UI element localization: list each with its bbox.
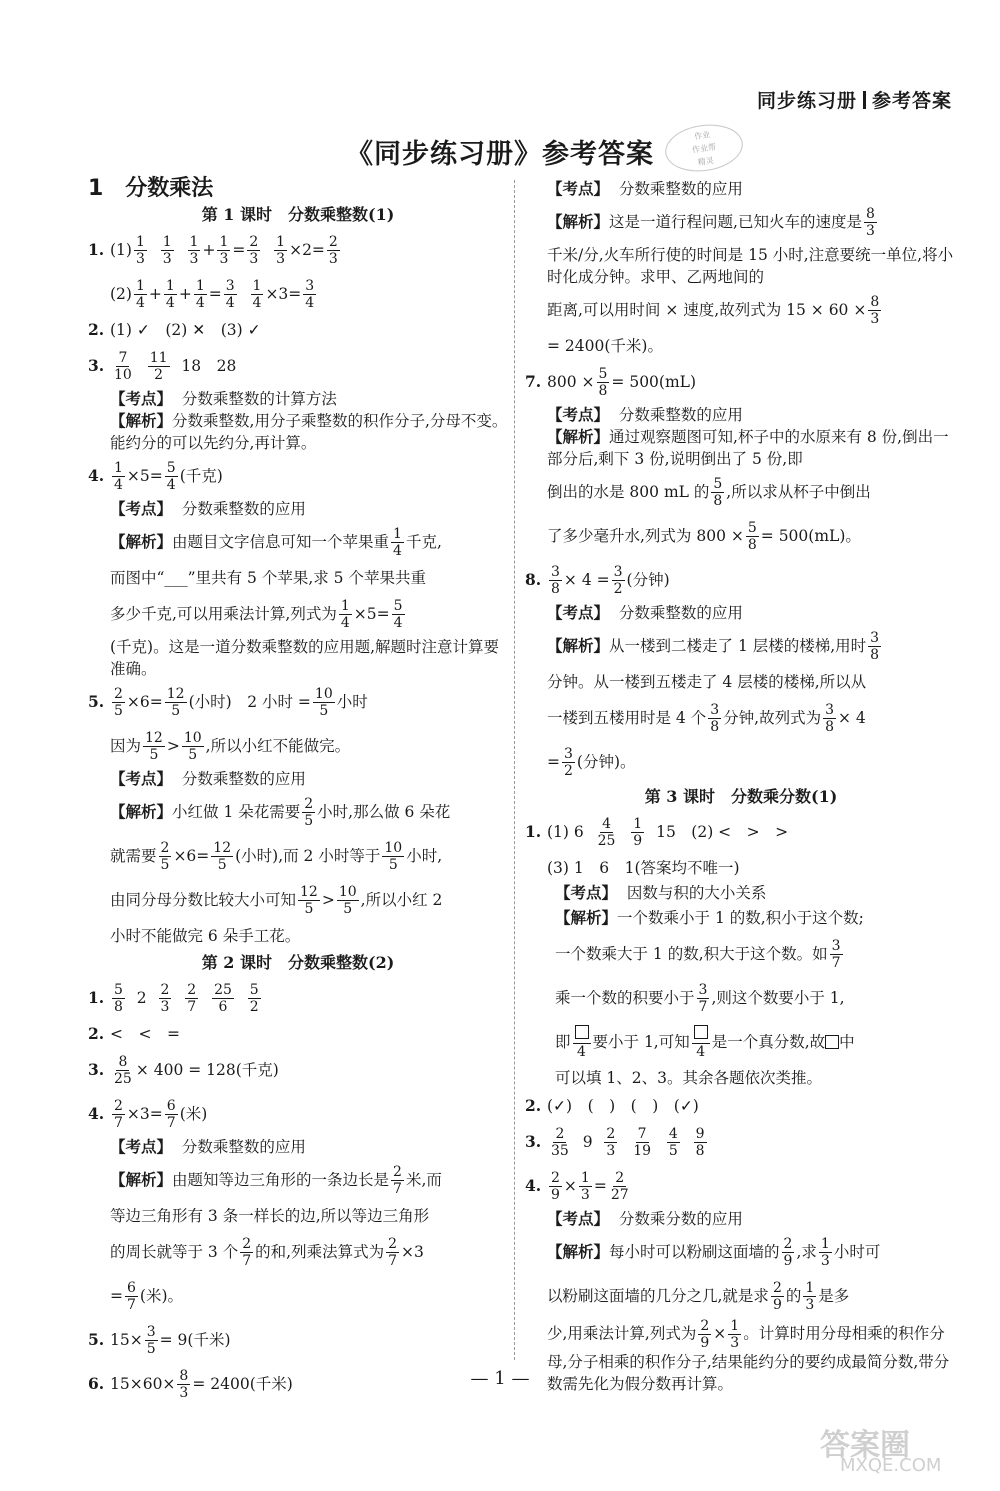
watermark-url: MXQE.COM bbox=[840, 1455, 942, 1476]
l2-answer-4-jiexi-2: 等边三角形有 3 条一样长的边,所以等边三角形 bbox=[110, 1207, 430, 1225]
lesson-heading-3: 第 3 课时 分数乘分数(1) bbox=[644, 787, 838, 806]
answer-7-jiexi-3: 了多少毫升水,列式为 800 × $\frac{5}{8}$ = 500(mL)。 bbox=[547, 519, 861, 553]
answer-8-kaodian: 【考点】 分数乘整数的应用 bbox=[547, 603, 743, 622]
l2-answer-4-kaodian: 【考点】 分数乘整数的应用 bbox=[110, 1137, 306, 1156]
r-answer-6-jiexi-4: = 2400(千米)。 bbox=[547, 337, 663, 355]
column-divider bbox=[514, 180, 515, 1360]
header-divider bbox=[863, 91, 866, 109]
header-right: 参考答案 bbox=[871, 90, 952, 112]
answer-4-jiexi-2: 而图中“___”里共有 5 个苹果,求 5 个苹果共重 bbox=[110, 569, 426, 587]
answer-1a: 1. (1) 1 3 1 3 1 3 + 1 3 = 2 3 1 3 ×2= 2 3 bbox=[88, 233, 338, 267]
l3-answer-1a: 1. (1) 6 4 25 1 9 15 (2) < > > bbox=[525, 815, 789, 849]
lesson-heading-2: 第 2 课时 分数乘整数(2) bbox=[201, 953, 395, 972]
l2-answer-3: 3. $\frac{8}{25}$ × 400 = 128(千克) bbox=[88, 1053, 279, 1087]
answer-3-jiexi: 【解析】分数乘整数,用分子乘整数的积作分子,分母不变。能约分的可以先约分,再计算。 bbox=[110, 411, 508, 452]
r-answer-6-jiexi-3: 距离,可以用时间 × 速度,故列式为 15 × 60 × $\frac{8}{3}$ bbox=[547, 293, 880, 327]
l3-answer-1-jiexi-3: 乘一个数的积要小于 3 7 ,则这个数要小于 1, bbox=[555, 981, 845, 1015]
l3-answer-4: 4. $\frac{2}{9}$ × $\frac{1}{3}$ = 2 27 bbox=[525, 1169, 629, 1203]
answer-8-jiexi-2: 分钟。从一楼到五楼走了 4 层楼的楼梯,所以从 bbox=[547, 673, 867, 691]
answer-5-jiexi-3: 由同分母分数比较大小可知 12 5 > 10 5 ,所以小红 2 bbox=[110, 883, 443, 917]
answer-5-kaodian: 【考点】 分数乘整数的应用 bbox=[110, 769, 306, 788]
l2-answer-4-jiexi-1: 【解析】 由题知等边三角形的一条边长是 2 7 米,而 bbox=[110, 1163, 442, 1197]
section-heading: 1 分数乘法 bbox=[88, 176, 214, 201]
left-column bbox=[88, 178, 508, 1406]
l3-answer-1-jiexi-2: 一个数乘大于 1 的数,积大于这个数。如 3 7 bbox=[555, 937, 841, 971]
r-answer-6-jiexi-2: 千米/分,火车所行使的时间是 15 小时,注意要统一单位,将小时化成分钟。求甲、乙两地间的 bbox=[547, 246, 954, 286]
r-answer-6-kaodian: 【考点】 分数乘整数的应用 bbox=[547, 179, 743, 198]
right-column bbox=[525, 178, 957, 1395]
answer-4-kaodian: 【考点】 分数乘整数的应用 bbox=[110, 499, 306, 518]
answer-8-jiexi-4: = 3 2 (分钟)。 bbox=[547, 745, 636, 779]
l2-answer-1: 1. 5 8 2 2 3 2 7 25 6 5 2 bbox=[88, 981, 259, 1015]
answer-7: 7. 800 × $\frac{5}{8}$ = 500(mL) bbox=[525, 365, 697, 399]
page-number: — 1 — bbox=[470, 1368, 530, 1389]
l3-answer-1-jiexi-4: 即 4 要小于 1,可知 4 是一个真分数,故 中 bbox=[525, 1020, 957, 1064]
l3-answer-2: 2. (✓) ( ) ( ) (✓) bbox=[525, 1096, 699, 1115]
l3-answer-4-kaodian: 【考点】 分数乘分数的应用 bbox=[547, 1209, 743, 1228]
l2-answer-2: 2. < < = bbox=[88, 1024, 180, 1043]
answer-7-kaodian: 【考点】 分数乘整数的应用 bbox=[547, 405, 743, 424]
l2-answer-4: 4. 2 7 ×3= 6 7 (米) bbox=[88, 1097, 208, 1131]
l2-answer-5: 5. 15× $\frac{3}{5}$ = 9(千米) bbox=[88, 1323, 231, 1357]
answer-4: 4. 1 4 ×5= 5 4 (千克) bbox=[88, 459, 223, 493]
answer-7-jiexi-2: 倒出的水是 800 mL 的 5 8 ,所以求从杯子中倒出 bbox=[547, 475, 871, 509]
answer-1b: (2) 1 4 + 1 4 + 1 4 = 3 4 1 4 ×3= 3 4 bbox=[110, 277, 315, 311]
lesson-heading-1: 第 1 课时 分数乘整数(1) bbox=[201, 205, 395, 224]
l2-answer-6: 6. 15×60× $\frac{8}{3}$ = 2400(千米) bbox=[88, 1367, 293, 1401]
l3-answer-1-jiexi-1: 【解析】 一个数乘小于 1 的数,积小于这个数; bbox=[555, 908, 864, 927]
l3-answer-4-jiexi-2: 以粉刷这面墙的几分之几,就是求 2 9 的 1 3 是多 bbox=[547, 1279, 850, 1313]
answer-5-jiexi-2: 就需要 2 5 ×6= 12 5 (小时),而 2 小时等于 10 5 小时, bbox=[110, 839, 443, 873]
answer-4-jiexi-1: 【解析】 由题目文字信息可知一个苹果重 1 4 千克, bbox=[110, 525, 442, 559]
answer-7-jiexi-1: 【解析】通过观察题图可知,杯子中的水原来有 8 份,倒出一部分后,剩下 3 份,说明倒出了 5 份,即 bbox=[547, 427, 949, 468]
watermark-logo: 答案圈 bbox=[820, 1428, 910, 1463]
answer-3-kaodian: 【考点】 分数乘整数的计算方法 bbox=[110, 389, 337, 408]
header-left: 同步练习册 bbox=[756, 90, 857, 112]
l3-answer-4-jiexi-3: 少,用乘法计算,列式为 $\frac{2}{9}$ × $\frac{1}{3}$ 。计算时用分母相乘的积作分母,分子相乘的积作分子,结果能约分的要约成最简分数,带分数需先化为假分数再计算。 bbox=[547, 1318, 950, 1393]
answer-5-jiexi-4: 小时不能做完 6 朵手工花。 bbox=[110, 927, 301, 945]
answer-3: 3. 7 10 11 2 18 28 bbox=[88, 349, 237, 383]
answer-8: 8. $\frac{3}{8}$ × 4 = $\frac{3}{2}$ (分钟) bbox=[525, 563, 670, 597]
answer-5-compare: 因为 12 5 > 10 5 ,所以小红不能做完。 bbox=[110, 729, 351, 763]
stamp-logo: 作业 作业帮 精灵 bbox=[662, 120, 746, 176]
answer-4-jiexi-4: (千克)。这是一道分数乘整数的应用题,解题时注意计算要准确。 bbox=[110, 638, 500, 678]
l2-answer-4-jiexi-4: = 6 7 (米)。 bbox=[110, 1279, 184, 1313]
answer-8-jiexi-1: 【解析】 从一楼到二楼走了 1 层楼的楼梯,用时 3 8 bbox=[547, 629, 880, 663]
answer-5-jiexi-1: 【解析】 小红做 1 朵花需要 2 5 小时,那么做 6 朵花 bbox=[110, 795, 451, 829]
answer-8-jiexi-3: 一楼到五楼用时是 4 个 3 8 分钟,故列式为 $\frac{3}{8}$ × 4 bbox=[547, 701, 866, 735]
page-title: 《同步练习册》参考答案 bbox=[346, 139, 654, 170]
answer-2: 2. (1) ✓ (2) ✕ (3) ✓ bbox=[88, 320, 261, 339]
answer-5: 5. 2 5 ×6= 12 5 (小时) 2 小时 = $\frac{10}{5}$ 小时 bbox=[88, 685, 368, 719]
l2-answer-4-jiexi-3: 的周长就等于 3 个 2 7 的和,列乘法算式为 2 7 ×3 bbox=[110, 1235, 424, 1269]
l3-answer-4-jiexi-1: 【解析】 每小时可以粉刷这面墙的 2 9 ,求 1 3 小时可 bbox=[547, 1235, 881, 1269]
r-answer-6-jiexi-1: 【解析】 这是一道行程问题,已知火车的速度是 8 3 bbox=[547, 205, 875, 239]
running-header bbox=[757, 86, 952, 113]
answer-4-jiexi-3: 多少千克,可以用乘法计算,列式为 1 4 ×5= 5 4 bbox=[110, 597, 403, 631]
l3-answer-1-jiexi-5: 可以填 1、2、3。其余各题依次类推。 bbox=[555, 1069, 823, 1087]
l3-answer-1b: (3) 1 6 1(答案均不唯一) bbox=[547, 859, 740, 877]
l3-answer-1-kaodian: 【考点】 因数与积的大小关系 bbox=[555, 883, 767, 902]
l3-answer-3: 3. 2 35 9 2 3 7 19 4 5 9 8 bbox=[525, 1125, 705, 1159]
